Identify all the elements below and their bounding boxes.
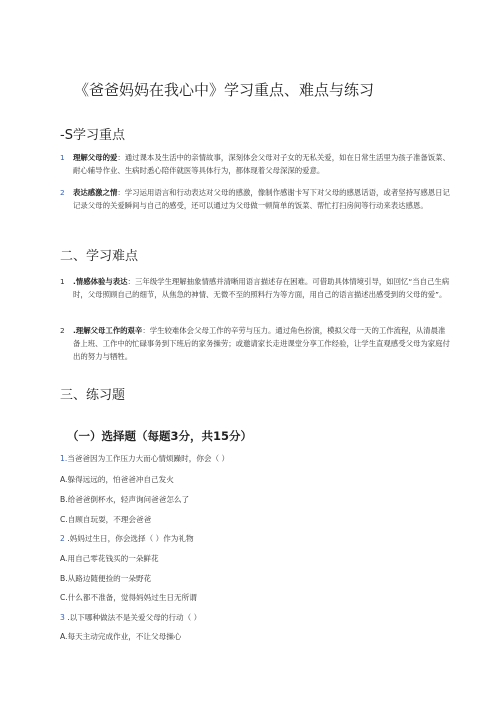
item-text: ：学生较难体会父母工作的辛劳与压力。通过角色扮演，模拟父母一天的工作流程，从清晨准备上班、工作中的忙碌事务到下班后的家务操劳；或邀请家长走进课堂分享工作经验，让学生直观感受父母为家庭付出的努力与牺牲。 bbox=[73, 326, 450, 361]
difficulty-1 bbox=[60, 275, 450, 301]
option-line: C.自顾自玩耍，不理会爸爸 bbox=[60, 515, 152, 524]
item-number: 2 bbox=[60, 188, 65, 197]
option-line: A.用自己零花钱买的一朵鲜花 bbox=[60, 554, 159, 563]
item-number: 1 bbox=[60, 153, 65, 162]
question-3: 3 .以下哪种做法不是关爱父母的行动（ ） bbox=[60, 613, 202, 622]
item-label: .理解父母工作的艰辛 bbox=[73, 326, 143, 335]
item-label: .情感体验与表达 bbox=[73, 277, 128, 286]
option-line: A.每天主动完成作业，不让父母操心 bbox=[60, 632, 182, 641]
option-line: B.从路边随便捡的一朵野花 bbox=[60, 574, 152, 583]
key-point-1 bbox=[60, 151, 450, 177]
key-point-2 bbox=[60, 186, 450, 212]
section-heading-key-points: -S学习重点 bbox=[60, 128, 125, 143]
item-number: 1 bbox=[60, 277, 65, 286]
item-number: 2 bbox=[60, 326, 65, 335]
exercise-subheading: （一）选择题（每题3分，共15分） bbox=[67, 429, 253, 443]
item-label: 理解父母的爱 bbox=[73, 153, 118, 162]
section-heading-difficulties: 二、学习难点 bbox=[60, 249, 139, 264]
item-text: ：学习运用语言和行动表达对父母的感激，像制作感谢卡写下对父母的感恩话语，或者坚持写感恩日记记录父母的关爱瞬间与自己的感受，还可以通过为父母做一顿简单的饭菜、帮忙打扫房间等行动来表达感恩。 bbox=[73, 188, 450, 210]
option-line: A.躲得远远的，怕爸爸冲自己发火 bbox=[60, 475, 174, 484]
item-text: ：三年级学生理解抽象情感并清晰用语言描述存在困难。可借助具体情境引导，如回忆“当自己生病时，父母照顾自己的细节，从焦急的神情、无微不至的照料行为等方面，用自己的语言描述出感受到的父母的爱”。 bbox=[73, 277, 450, 299]
section-heading-exercises: 三、练习题 bbox=[60, 388, 126, 403]
difficulty-2 bbox=[60, 324, 450, 363]
question-1: 1.当爸爸因为工作压力大而心情烦躁时，你会（ ） bbox=[60, 454, 230, 463]
item-text: ：通过课本及生活中的亲情故事，深刻体会父母对子女的无私关爱，如在日常生活里为孩子准备饭菜、耐心辅导作业、生病时悉心陪伴就医等具体行为，都体现着父母深深的爱意。 bbox=[73, 153, 450, 175]
document-title: 《爸爸妈妈在我心中》学习重点、难点与练习 bbox=[74, 81, 375, 99]
option-line: B.给爸爸倒杯水，轻声询问爸爸怎么了 bbox=[60, 495, 190, 504]
item-label: 表达感激之情 bbox=[73, 188, 118, 197]
option-line: C.什么都不准备，觉得妈妈过生日无所谓 bbox=[60, 593, 197, 602]
question-2: 2 .妈妈过生日，你会选择（ ）作为礼物 bbox=[60, 534, 194, 543]
